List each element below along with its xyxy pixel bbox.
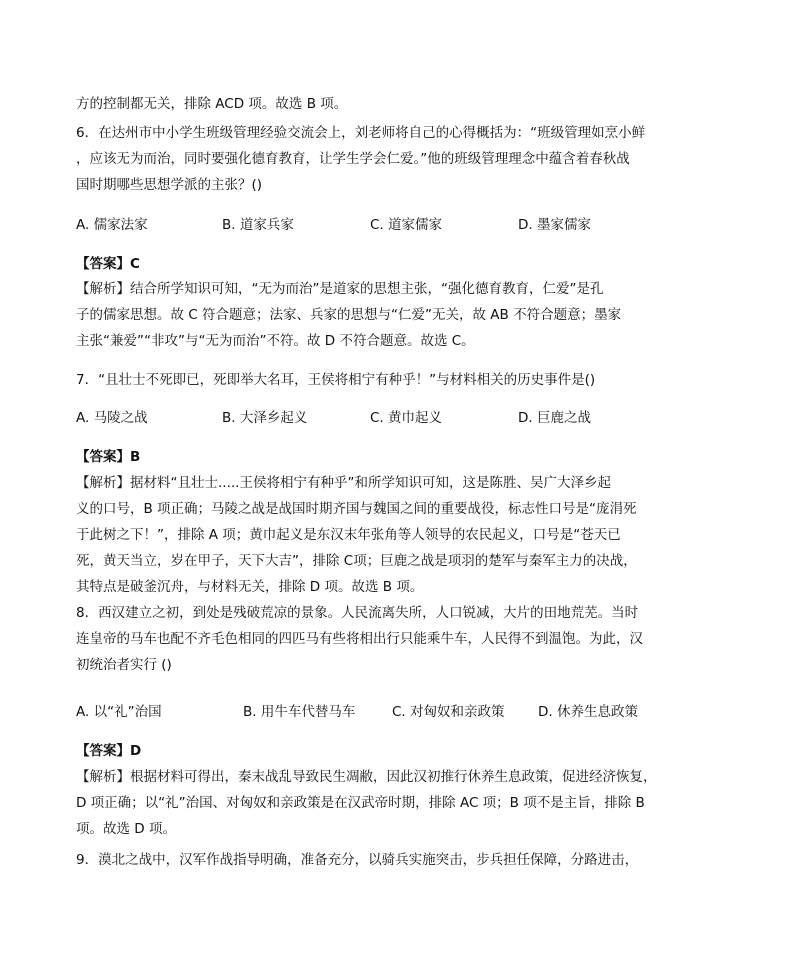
option-c: C. 对匈奴和亲政策 <box>392 704 505 720</box>
question-6-stem: 6．在达州市中小学生班级管理经验交流会上，刘老师将自己的心得概括为：“班级管理如烹小鲜 <box>76 125 646 141</box>
text-line: 方的控制都无关，排除 ACD 项。故选 B 项。 <box>76 96 348 112</box>
question-6-stem: 国时期哪些思想学派的主张？() <box>76 177 263 193</box>
question-7-stem: 7．“且壮士不死即已，死即举大名耳，王侯将相宁有种乎！”与材料相关的历史事件是() <box>76 372 596 388</box>
option-a: A. 以“礼”治国 <box>76 704 162 720</box>
analysis-text: 主张“兼爱”“非攻”与“无为而治”不符。故 D 不符合题意。故选 C。 <box>76 333 475 349</box>
answer-label: 【答案】C <box>76 256 140 272</box>
option-a: A. 儒家法家 <box>76 217 148 233</box>
analysis-text: 【解析】据材料“且壮士.....王侯将相宁有种乎”和所学知识可知，这是陈胜、吴广大泽乡起 <box>76 475 611 491</box>
answer-label: 【答案】B <box>76 449 141 465</box>
analysis-text: 【解析】结合所学知识可知，“无为而治”是道家的思想主张，“强化德育教育，仁爱”是孔 <box>76 281 604 297</box>
option-d: D. 休养生息政策 <box>538 704 638 720</box>
analysis-text: 子的儒家思想。故 C 符合题意；法家、兵家的思想与“仁爱”无关，故 AB 不符合题意；墨家 <box>76 307 622 323</box>
question-8-stem: 初统治者实行 () <box>76 657 172 673</box>
analysis-text: 【解析】根据材料可得出，秦末战乱导致民生凋敝，因此汉初推行休养生息政策，促进经济恢复， <box>76 769 657 785</box>
option-c: C. 道家儒家 <box>370 217 443 233</box>
option-d: D. 巨鹿之战 <box>518 410 591 426</box>
option-b: B. 用牛车代替马车 <box>243 704 356 720</box>
answer-label: 【答案】D <box>76 743 142 759</box>
analysis-text: 项。故选 D 项。 <box>76 821 176 837</box>
analysis-text: 义的口号，B 项正确；马陵之战是战国时期齐国与魏国之间的重要战役，标志性口号是“庞涓死 <box>76 501 637 517</box>
option-c: C. 黄巾起义 <box>370 410 443 426</box>
option-b: B. 大泽乡起义 <box>222 410 308 426</box>
analysis-text: 死，黄天当立，岁在甲子，天下大吉”，排除 C项；巨鹿之战是项羽的楚军与秦军主力的决战， <box>76 553 637 569</box>
question-9-stem: 9．漠北之战中，汉军作战指导明确，准备充分，以骑兵实施突击，步兵担任保障，分路进击， <box>76 852 639 868</box>
option-d: D. 墨家儒家 <box>518 217 591 233</box>
analysis-text: 于此树之下！”，排除 A 项；黄巾起义是东汉末年张角等人领导的农民起义，口号是“苍天已 <box>76 527 621 543</box>
question-8-stem: 8．西汉建立之初，到处是残破荒凉的景象。人民流离失所，人口锐减，大片的田地荒芜。当时 <box>76 605 639 621</box>
question-8-stem: 连皇帝的马车也配不齐毛色相同的四匹马有些将相出行只能乘牛车，人民得不到温饱。为此，汉 <box>76 631 643 647</box>
option-b: B. 道家兵家 <box>222 217 294 233</box>
analysis-text: 其特点是破釜沉舟，与材料无关，排除 D 项。故选 B 项。 <box>76 579 424 595</box>
question-6-stem: ，应该无为而治，同时要强化德育教育，让学生学会仁爱。”他的班级管理理念中蕴含着春秋战 <box>76 151 630 167</box>
option-a: A. 马陵之战 <box>76 410 148 426</box>
analysis-text: D 项正确；以“礼”治国、对匈奴和亲政策是在汉武帝时期，排除 AC 项；B 项不是主旨，排除 B <box>76 795 645 811</box>
